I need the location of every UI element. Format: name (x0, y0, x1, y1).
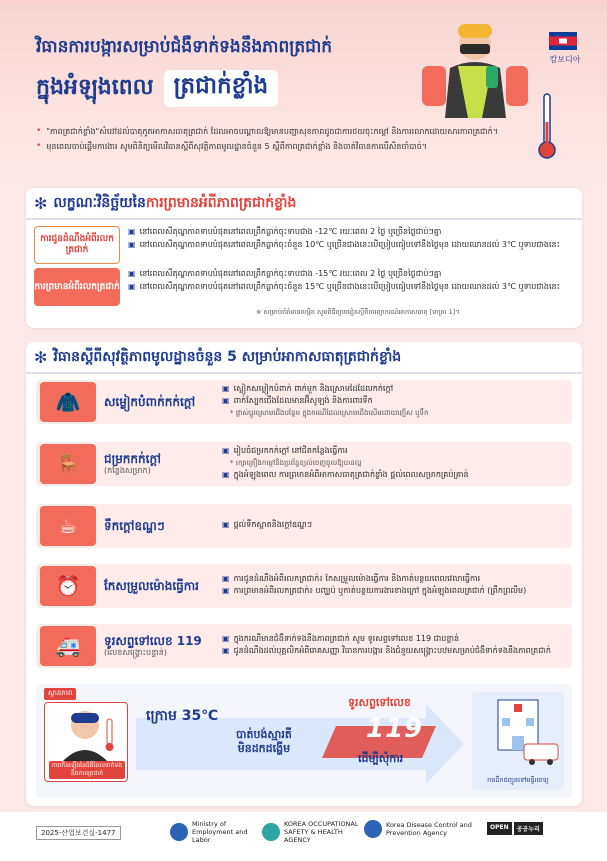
checkbox-icon: ▣ (128, 282, 136, 291)
cold-worker-illustration (420, 8, 530, 118)
logo-kosha (262, 820, 364, 844)
open-license-badge (487, 822, 543, 835)
rule-line (222, 634, 566, 644)
rule-description (222, 384, 572, 420)
rest-person-icon: 🪑 (40, 444, 96, 484)
rule-line-text: ពាក់ស្បែកជើងដែលមានអ៊ីសូឡង់ និងការពារទឹក (233, 396, 373, 405)
criteria-text: នៅពេលសីតុណ្ហភាពទាបបំផុតនៅពេលព្រឹកធ្លាក់ចុះចំនួន 10℃ ឬច្រើនជាងនេះបើប្រៀបធៀបទៅនឹងថ្ងៃមុន ដោយឈានដល់ 3℃ ឬទាបជាងនេះ (139, 240, 561, 249)
rule-row-warm-clothing (36, 380, 572, 424)
emergency-scene (36, 684, 572, 798)
symptom-line2: មិនដកដង្ហើម (237, 742, 291, 755)
rule-title (96, 519, 222, 533)
rule-title-text: ទូរសព្ទទៅលេខ 119 (104, 634, 202, 648)
rule-line-text: ក្នុងករណីមានជំងឺទាក់ទងនឹងភាពត្រជាក់ សូម ទូរសព្ទទៅលេខ 119 ជាបន្ទាន់ (233, 634, 460, 643)
cold-advisory-label: ការជូនដំណឹងអំពីរលកត្រជាក់ (34, 226, 120, 264)
intro-notes (36, 126, 584, 156)
rule-row-call-119 (36, 624, 572, 668)
shivering-person-icon (45, 703, 129, 763)
rule-title-text: ទឹកក្ដៅឧណ្ហៗ (104, 519, 165, 533)
section2-title: វិធានស្ដីពីសុវត្ថិភាពមូលដ្ឋានចំនួន 5 សម្រាប់អាកាសធាតុត្រជាក់ខ្លាំង (53, 348, 402, 365)
hospital-illustration (472, 692, 564, 790)
symptom-text (236, 728, 292, 756)
rule-title (96, 579, 222, 593)
jacket-icon: 🧥 (40, 382, 96, 422)
checkbox-icon: ▣ (222, 520, 230, 529)
checkbox-icon: ▣ (128, 240, 136, 249)
badge-kogl: 공공누리 (514, 822, 543, 835)
rule-title (96, 395, 222, 409)
checkbox-icon: ▣ (222, 384, 230, 393)
warning-criteria-card (26, 188, 582, 328)
criteria-line (128, 268, 574, 279)
cold-warning-row (34, 268, 574, 306)
section1-heading (26, 188, 296, 218)
poster-title-line2-b: ត្រជាក់ខ្លាំង (164, 70, 278, 107)
poster-title-line2-a: ក្នុងអំឡុងពេល (36, 74, 154, 100)
rule-description (222, 446, 572, 482)
checkbox-icon: ▣ (222, 646, 230, 655)
rule-subtitle: (កន្លែងសម្រាក) (104, 466, 151, 475)
checkbox-icon: ▣ (222, 634, 230, 643)
logo-text: Korea Disease Control and Prevention Agency (386, 821, 472, 837)
rule-title-text: ជម្រកកក់ក្ដៅ (104, 452, 161, 466)
call-text: ទូរសព្ទទៅលេខ (348, 696, 411, 709)
rule-line (222, 446, 566, 456)
bullet-icon: • (36, 126, 42, 136)
checkbox-icon: ▣ (128, 269, 136, 278)
hospital-icon (472, 692, 564, 766)
snowflake-icon: ✻ (34, 347, 48, 367)
safety-rules-card (26, 342, 582, 806)
rule-line (222, 384, 566, 394)
alert-tag: ស្ថានភាព (44, 688, 76, 700)
footer (0, 812, 607, 861)
rule-line-text: ជូនដំណឹងដល់បុគ្គលិកអំពីរោគសញ្ញា វិធានការបង្ការ និងជំនួយសង្គ្រោះបឋមសម្រាប់ជំងឺទាក់ទងនឹងភាពត្រជាក់ (233, 646, 551, 655)
cup-icon: ☕ (40, 506, 96, 546)
rule-note: * ផ្លាស់ប្ដូរស្រោមជើងបន្ថែម ក្នុងករណីដែលស្រោមជើងសើមដោយញើស ឬទឹក (230, 409, 429, 417)
rule-description (222, 520, 572, 532)
criteria-line (128, 239, 574, 250)
section1-footnote: ※ សម្រាប់ព័ត៌មានលម្អិត សូមពិនិត្យមេរៀនស្ដីពីការព្យាករណ៍អាកាសធាតុ [មាត្រា 1]។ (256, 308, 460, 316)
document-code: 2025-산업보건실-1477 (36, 826, 121, 840)
badge-open: OPEN (487, 822, 512, 835)
rule-line (222, 574, 566, 584)
alert-caption: ការកើនឡើងនៃជំងឺដែលទាក់ទងនឹងភាពត្រជាក់ (49, 761, 125, 779)
moel-logo-icon (170, 823, 188, 841)
section1-title (53, 193, 296, 214)
rule-title (96, 634, 222, 658)
criteria-text: នៅពេលសីតុណ្ហភាពទាបបំផុតនៅពេលព្រឹកធ្លាក់ចុះទាបជាង -15℃ រយៈពេល 2 ថ្ងៃ ឬច្រើនថ្ងៃជាប់ៗគ្នា (139, 269, 442, 278)
checkbox-icon: ▣ (222, 574, 230, 583)
rule-line-text: ការជូនដំណឹងអំពីរលកត្រជាក់៖ កែសម្រួលម៉ោងធ្វើការ និងកាត់បន្ថយពេលវេលាធ្វើការ (233, 574, 481, 583)
criteria-line (128, 226, 574, 237)
poster-title-line2 (36, 70, 278, 107)
rule-line-text: ក្នុងអំឡុងពេល ការព្រមានអំពីអាកាសធាតុត្រជាក់ខ្លាំង ផ្ដល់ពេលសម្រាកគ្រប់គ្រាន់ (233, 470, 469, 479)
logo-moel (170, 820, 262, 844)
symptom-line1: បាត់បង់ស្មារតី (236, 728, 292, 741)
intro-note (36, 141, 584, 152)
ambulance-icon: 🚑 (40, 626, 96, 666)
cold-warning-criteria (128, 268, 574, 306)
logo-kdca (364, 820, 490, 838)
body-temp-text: ក្រោម 35℃ (146, 708, 219, 724)
hospital-caption: ការដឹកជញ្ជូនទៅមន្ទីរពេទ្យ (487, 776, 549, 784)
criteria-text: នៅពេលសីតុណ្ហភាពទាបបំផុតនៅពេលព្រឹកធ្លាក់ចុះទាបជាង -12℃ រយៈពេល 2 ថ្ងៃ ឬច្រើនថ្ងៃជាប់ៗគ្នា (139, 227, 442, 236)
checkbox-icon: ▣ (222, 470, 230, 479)
logo-text: KOREA OCCUPATIONAL SAFETY & HEALTH AGENCY (284, 820, 359, 844)
rule-title-text: សម្លៀកបំពាក់កក់ក្ដៅ (104, 395, 196, 409)
rule-row-warm-water (36, 504, 572, 548)
rule-line-text: ផ្ដល់ទឹកស្អាតនិងក្ដៅឧណ្ហៗ (233, 520, 313, 529)
checkbox-icon: ▣ (222, 586, 230, 595)
poster-title-line1: វិធានការបង្ការសម្រាប់ជំងឺទាក់ទងនឹងភាពត្រជាក់ (36, 37, 333, 57)
cold-advisory-row (34, 226, 574, 264)
cold-advisory-criteria (128, 226, 574, 264)
rule-description (222, 634, 572, 658)
request-help-text: ដើម្បីសុំការ (358, 752, 404, 765)
criteria-text: នៅពេលសីតុណ្ហភាពទាបបំផុតនៅពេលព្រឹកធ្លាក់ចុះចំនួន 15℃ ឬច្រើនជាងនេះបើប្រៀបធៀបទៅនឹងថ្ងៃមុន ដោយឈានដល់ 3℃ ឬទាបជាងនេះ (139, 282, 561, 291)
emergency-number: 119 (366, 714, 424, 744)
checkbox-icon: ▣ (222, 396, 230, 405)
intro-note (36, 126, 584, 137)
criteria-line (128, 281, 574, 292)
kdca-logo-icon (364, 820, 382, 838)
rule-line (222, 646, 566, 656)
snowflake-icon: ✻ (34, 193, 48, 213)
rule-title-text: កែសម្រួលម៉ោងធ្វើការ (104, 579, 199, 593)
rule-line-text: រៀបចំជម្រកកក់ក្ដៅ នៅជិតកន្លែងធ្វើការ (233, 446, 348, 455)
logo-text: Ministry of Employment and Labor (192, 820, 248, 844)
rule-subtitle: (លេខសង្គ្រោះបន្ទាន់) (104, 648, 167, 657)
intro-note-text: "ភាពត្រជាក់ខ្លាំង"សំដៅដល់បាតុភូតអាកាសធាតុត្រជាក់ ដែលអាចបណ្ដាលឱ្យមានបញ្ហាសុខភាពដូចជាការថយចុះកម្ដៅ និងការរលាកដោយសារភាពត្រជាក់។ (46, 127, 499, 136)
cold-warning-label: ការព្រមានអំពីរលកត្រជាក់ (34, 268, 120, 306)
section2-divider (26, 372, 582, 374)
rule-note: * រក្សាគ្រឿងកម្ដៅនិងប្រព័ន្ធខ្យល់ចេញចូលឱ្យបានល្អ (230, 459, 362, 467)
rule-row-work-hours (36, 564, 572, 608)
rule-title (96, 452, 222, 476)
section1-title-prefix: លក្ខណៈវិនិច្ឆ័យនៃ (53, 194, 146, 211)
rule-line-text: ការព្រមានអំពីរលកត្រជាក់៖ បញ្ឈប់ ឬកាត់បន្ថយការងារខាងក្រៅ ក្នុងអំឡុងពេលត្រជាក់ (ព្រឹកព្រលឹម) (233, 586, 527, 595)
clock-icon: ⏰ (40, 566, 96, 606)
rule-line (222, 470, 566, 480)
rule-line (222, 586, 566, 596)
rule-line (222, 520, 566, 530)
section1-title-highlight: ការព្រមានអំពីភាពត្រជាក់ខ្លាំង (145, 194, 297, 211)
rule-row-warm-shelter (36, 442, 572, 486)
intro-note-text: មុនពេលចាប់ផ្ដើមការងារ សូមពិនិត្យមើលវិធានស្ដីពីសុវត្ថិភាពមូលដ្ឋានចំនួន 5 ស្ដីពីភាពត្រជាក់ខ្លាំង និងចាត់វិធានការបើសិនចាំបាច់។ (46, 142, 428, 151)
rule-line-text: ស្លៀកសម្លៀកបំពាក់ ពាក់មួក និងស្រោមដៃដែលកក់ក្ដៅ (233, 384, 394, 393)
rule-description (222, 574, 572, 598)
kosha-logo-icon (262, 823, 280, 841)
section2-heading (26, 342, 401, 372)
shivering-person-illustration (44, 702, 128, 782)
bullet-icon: • (36, 141, 42, 151)
rule-line (222, 396, 566, 406)
checkbox-icon: ▣ (222, 446, 230, 455)
cambodia-flag-icon (549, 32, 577, 50)
country-label: 캄보디아 (549, 55, 581, 64)
section1-divider (26, 218, 582, 220)
checkbox-icon: ▣ (128, 227, 136, 236)
